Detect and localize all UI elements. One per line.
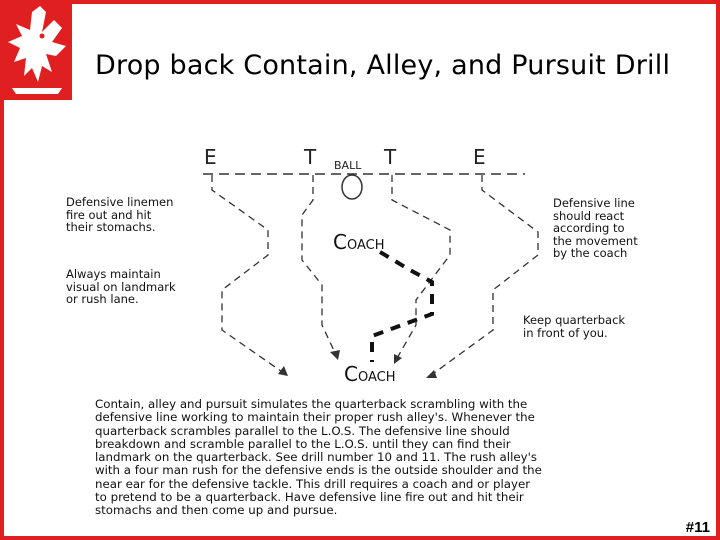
position-right-end: E bbox=[473, 145, 486, 169]
coach-bottom-label bbox=[344, 362, 396, 386]
note-left-bottom: Always maintain visual on landmark or rush lane. bbox=[66, 267, 176, 306]
path-left-tackle bbox=[302, 175, 336, 355]
ball-label: BALL bbox=[334, 159, 362, 172]
path-right-end bbox=[430, 175, 538, 376]
note-right-top: Defensive line should react according to the movement by the coach bbox=[553, 196, 638, 260]
note-right-bottom: Keep quarterback in front of you. bbox=[523, 313, 626, 340]
coach-top-rest: OACH bbox=[346, 238, 385, 253]
coach-top-initial: C bbox=[333, 230, 347, 254]
slide-title: Drop back Contain, Alley, and Pursuit Drill bbox=[95, 50, 671, 81]
coach-top-label bbox=[333, 230, 385, 254]
position-right-tackle: T bbox=[384, 145, 397, 169]
coach-bottom-initial: C bbox=[344, 362, 358, 386]
drill-description: Contain, alley and pursuit simulates the quarterback scrambling with the defensive line working to maintain their proper rush alley's. Whenever the quarterback scrambles parallel to the L.O.S. The defensive line should breakdown and scramble parallel to the L.O.S. until they can find their landmark on the quarterback. See drill number 10 and 11. The rush alley's with a four man rush for the defensive ends is the outside shoulder and the near ear for the defensive tackle. This drill requires a coach and or player to pretend to be a quarterback. Have defensive line fire out and hit their stomachs and then come up and pursue. bbox=[95, 397, 542, 518]
position-left-end: E bbox=[204, 145, 217, 169]
position-left-tackle: T bbox=[304, 145, 317, 169]
ball-marker bbox=[342, 175, 362, 199]
note-left-top: Defensive linemen fire out and hit their stomachs. bbox=[66, 195, 174, 234]
path-left-end bbox=[212, 175, 288, 376]
path-right-tackle bbox=[392, 175, 450, 360]
slide-number: #11 bbox=[685, 519, 710, 536]
coach-bottom-rest: OACH bbox=[357, 370, 396, 385]
path-coach-scramble bbox=[372, 252, 432, 362]
